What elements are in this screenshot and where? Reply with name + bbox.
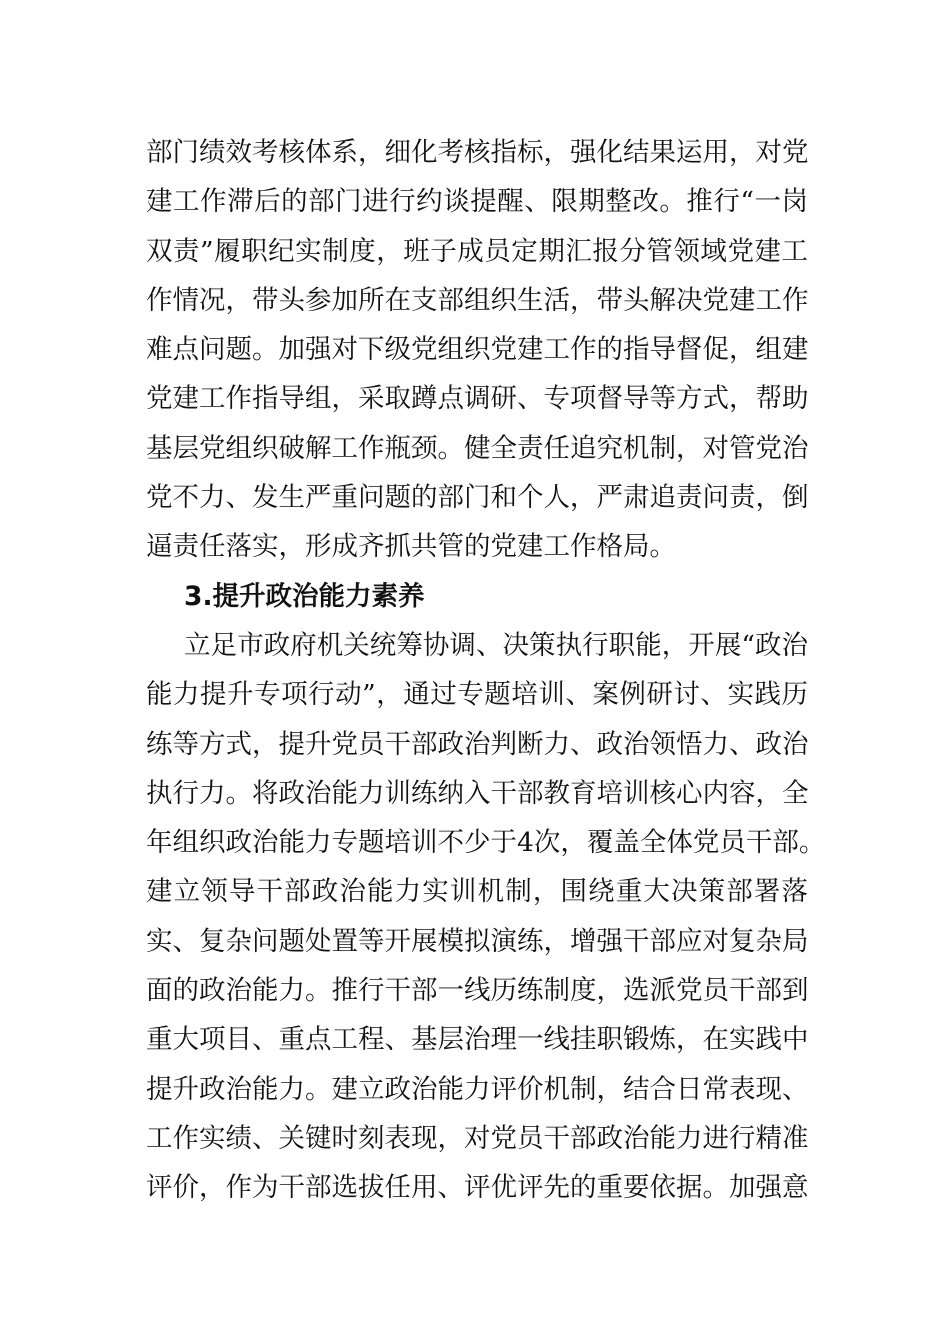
text-line: 重大项目、重点工程、基层治理一线挂职锻炼，在实践中	[146, 1024, 809, 1056]
text-line: 基层党组织破解工作瓶颈。健全责任追究机制，对管党治	[146, 432, 809, 464]
text-line: 难点问题。加强对下级党组织党建工作的指导督促，组建	[146, 334, 809, 366]
section-heading: 3.提升政治能力素养	[184, 580, 425, 612]
text-line: 工作实绩、关键时刻表现，对党员干部政治能力进行精准	[146, 1122, 809, 1154]
text-line: 建立领导干部政治能力实训机制，围绕重大决策部署落	[146, 876, 808, 908]
text-line: 面的政治能力。推行干部一线历练制度，选派党员干部到	[146, 975, 809, 1007]
text-line: 党不力、发生严重问题的部门和个人，严肃追责问责，倒	[146, 482, 809, 514]
paragraph-2	[146, 621, 826, 1213]
text-line: 党建工作指导组，采取蹲点调研、专项督导等方式，帮助	[146, 383, 809, 415]
text-line: 练等方式，提升党员干部政治判断力、政治领悟力、政治	[146, 728, 809, 760]
text-line: 提升政治能力。建立政治能力评价机制，结合日常表现、	[146, 1073, 809, 1105]
text-line: 作情况，带头参加所在支部组织生活，带头解决党建工作	[146, 284, 809, 316]
document-body	[146, 128, 826, 1213]
text-line: 执行力。将政治能力训练纳入干部教育培训核心内容，全	[146, 777, 809, 809]
text-line: 部门绩效考核体系，细化考核指标，强化结果运用，对党	[146, 137, 809, 168]
text-line: 实、复杂问题处置等开展模拟演练，增强干部应对复杂局	[146, 925, 809, 957]
text-line: 评价，作为干部选拔任用、评优评先的重要依据。加强意	[146, 1172, 809, 1204]
text-line: 建工作滞后的部门进行约谈提醒、限期整改。推行“一岗	[146, 186, 808, 218]
text-line: 立足市政府机关统筹协调、决策执行职能，开展“政治	[184, 629, 808, 661]
text-line: 双责”履职纪实制度，班子成员定期汇报分管领域党建工	[146, 235, 808, 267]
text-line: 年组织政治能力专题培训不少于4次，覆盖全体党员干部。	[146, 827, 826, 859]
text-line: 逼责任落实，形成齐抓共管的党建工作格局。	[146, 531, 676, 563]
paragraph-1	[146, 128, 808, 572]
text-line: 能力提升专项行动”，通过专题培训、案例研讨、实践历	[146, 679, 808, 711]
